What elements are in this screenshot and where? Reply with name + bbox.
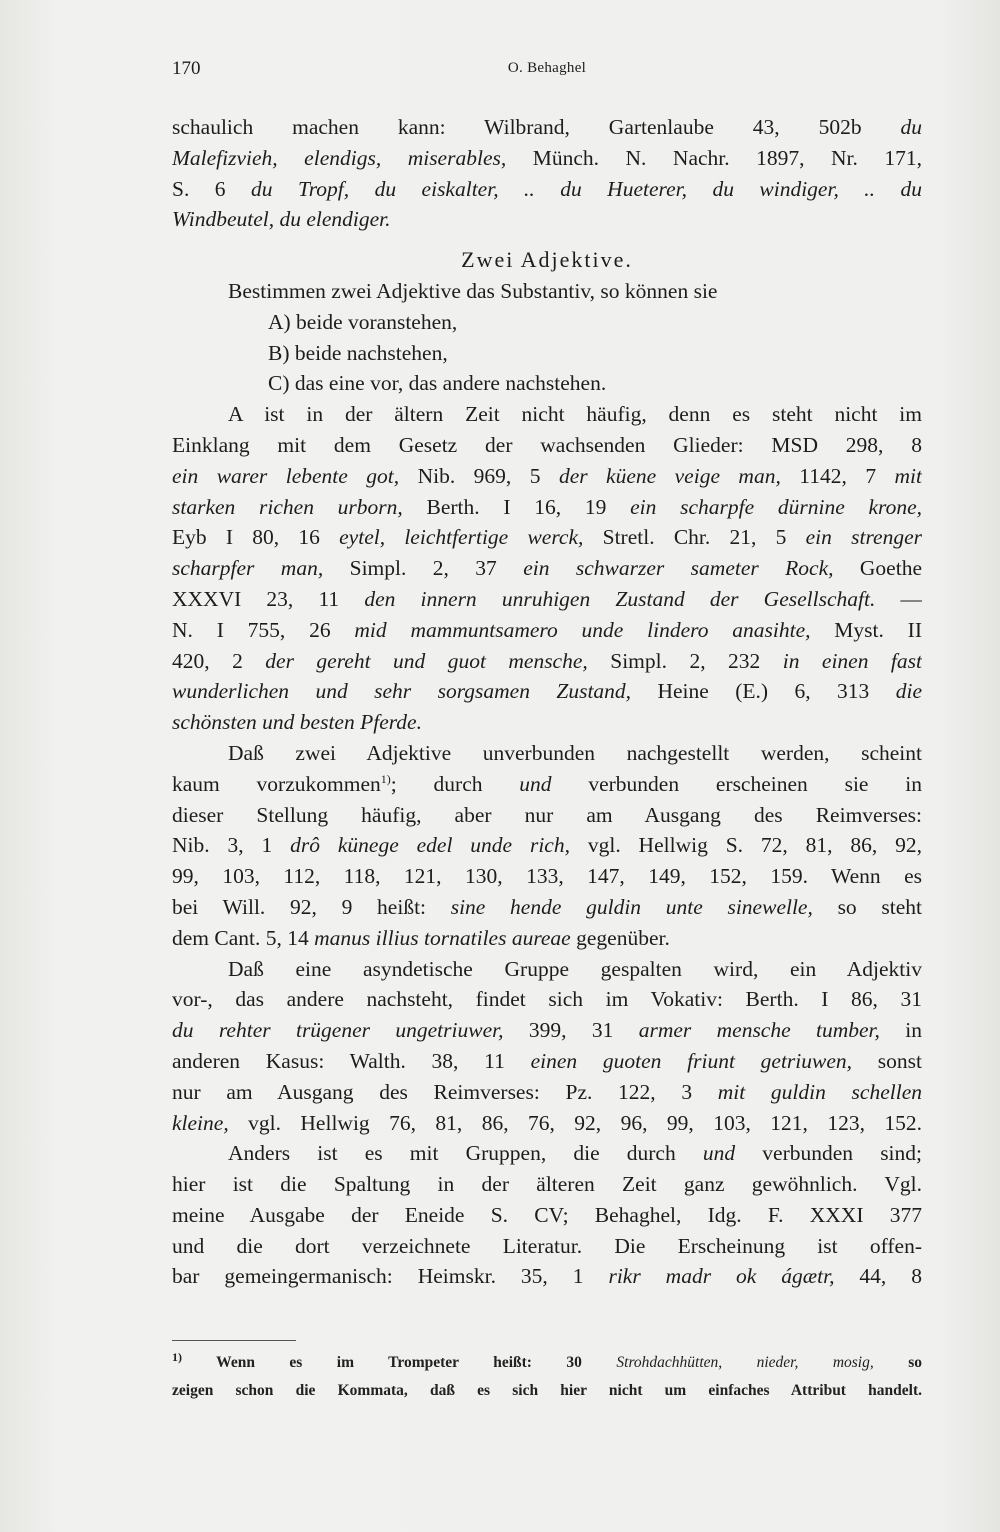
text-run: hier ist die Spaltung in der älteren Zeit ganz gewöhnlich. Vgl. bbox=[172, 1172, 922, 1197]
body-line bbox=[172, 769, 922, 800]
body-line bbox=[172, 204, 922, 235]
italic-quotation: den innern unruhigen Zustand der Gesellschaft. bbox=[364, 586, 876, 611]
italic-quotation: Strohdachhütten, nieder, mosig, bbox=[616, 1354, 874, 1371]
italic-quotation: sine hende guldin unte sinewelle, bbox=[450, 894, 813, 919]
text-run: anderen Kasus: Walth. 38, 11 bbox=[172, 1048, 531, 1073]
body-line bbox=[172, 461, 922, 492]
text-run: C) das eine vor, das andere nachstehen. bbox=[268, 371, 607, 396]
page-header bbox=[172, 58, 922, 88]
body-line bbox=[172, 615, 922, 646]
text-run: ; durch bbox=[390, 771, 520, 796]
text-run: Bestimmen zwei Adjektive das Substantiv, so können sie bbox=[228, 278, 718, 303]
italic-quotation: drô künege edel unde rich, bbox=[290, 833, 570, 858]
italic-quotation: mit bbox=[894, 463, 922, 488]
text-run: 420, 2 bbox=[172, 648, 266, 673]
text-run: in bbox=[879, 1018, 922, 1043]
text-run: N. I 755, 26 bbox=[172, 617, 355, 642]
italic-quotation: ein scharpfe dürnine krone, bbox=[630, 494, 922, 519]
text-run: Simpl. 2, 232 bbox=[587, 648, 783, 673]
body-line bbox=[172, 522, 922, 553]
text-run: dem Cant. 5, 14 bbox=[172, 925, 315, 950]
text-run: dieser Stellung häufig, aber nur am Ausgang des Reimverses: bbox=[172, 802, 922, 827]
body-line bbox=[172, 553, 922, 584]
text-run: verbunden erscheinen sie in bbox=[551, 771, 922, 796]
page-number: 170 bbox=[172, 58, 201, 79]
body-text bbox=[172, 112, 922, 1292]
italic-quotation: du rehter trügener ungetriuwer, bbox=[172, 1018, 504, 1043]
italic-quotation: in einen fast bbox=[782, 648, 922, 673]
body-line bbox=[172, 707, 922, 738]
text-run: Wenn es im Trompeter heißt: 30 bbox=[182, 1354, 617, 1371]
text-run: vgl. Hellwig S. 72, 81, 86, 92, bbox=[569, 833, 922, 858]
body-line bbox=[172, 1077, 922, 1108]
footnote-line bbox=[172, 1349, 922, 1377]
body-line bbox=[172, 984, 922, 1015]
text-run: 1142, 7 bbox=[780, 463, 895, 488]
text-run: vor-, das andere nachsteht, findet sich im Vokativ: Berth. I 86, 31 bbox=[172, 987, 922, 1012]
body-line bbox=[172, 276, 922, 307]
body-line bbox=[172, 368, 922, 399]
footnote-marker: 1) bbox=[172, 1349, 182, 1364]
text-run: bar gemeingermanisch: Heimskr. 35, 1 bbox=[172, 1264, 609, 1289]
text-run: A ist in der ältern Zeit nicht häufig, denn es steht nicht im bbox=[228, 402, 922, 427]
footnote-marker: 1) bbox=[380, 771, 391, 786]
italic-quotation: ein schwarzer sameter Rock, bbox=[523, 556, 834, 581]
text-run: 99, 103, 112, 118, 121, 130, 133, 147, 149, 152, 159. Wenn es bbox=[172, 864, 922, 889]
body-line bbox=[172, 112, 922, 143]
text-run: Goethe bbox=[833, 556, 922, 581]
text-run: so bbox=[873, 1354, 922, 1371]
running-head: O. Behaghel bbox=[507, 60, 587, 76]
body-line bbox=[172, 430, 922, 461]
italic-quotation: kleine, bbox=[172, 1110, 229, 1135]
text-run: — bbox=[875, 586, 922, 611]
text-run: verbunden sind; bbox=[735, 1141, 922, 1166]
text-run: B) beide nachstehen, bbox=[268, 340, 448, 365]
italic-quotation: armer mensche tumber, bbox=[638, 1018, 880, 1043]
body-line bbox=[172, 738, 922, 769]
body-line bbox=[172, 923, 922, 954]
text-run: Heine (E.) 6, 313 bbox=[631, 679, 896, 704]
body-line bbox=[172, 1200, 922, 1231]
text-run: XXXVI 23, 11 bbox=[172, 586, 365, 611]
italic-quotation: du Tropf, du eiskalter, .. du Hueterer, du windiger, .. du bbox=[251, 176, 922, 201]
text-run: Nib. 969, 5 bbox=[399, 463, 559, 488]
body-line bbox=[172, 830, 922, 861]
body-line bbox=[172, 861, 922, 892]
text-run: und die dort verzeichnete Literatur. Die Erscheinung ist offen- bbox=[172, 1233, 922, 1258]
body-line bbox=[172, 646, 922, 677]
italic-quotation: ein warer lebente got, bbox=[172, 463, 400, 488]
body-line bbox=[172, 1138, 922, 1169]
italic-quotation: rikr madr ok ágætr, bbox=[608, 1264, 835, 1289]
body-line bbox=[172, 676, 922, 707]
body-line bbox=[172, 892, 922, 923]
text-run: kaum vorzukommen bbox=[172, 771, 381, 796]
italic-quotation: eytel, leichtfertige werck, bbox=[339, 525, 584, 550]
body-line bbox=[172, 1108, 922, 1139]
body-line bbox=[172, 307, 922, 338]
text-run: Stretl. Chr. 21, 5 bbox=[583, 525, 806, 550]
text-run: A) beide voranstehen, bbox=[268, 309, 458, 334]
body-line bbox=[172, 1015, 922, 1046]
text-run: Nib. 3, 1 bbox=[172, 833, 291, 858]
text-run: sonst bbox=[852, 1048, 922, 1073]
text-run: Berth. I 16, 19 bbox=[402, 494, 631, 519]
footnotes bbox=[172, 1349, 922, 1405]
italic-quotation: ein strenger bbox=[805, 525, 922, 550]
text-run: so steht bbox=[812, 894, 922, 919]
italic-quotation: der gereht und guot mensche, bbox=[265, 648, 588, 673]
text-run: bei Will. 92, 9 heißt: bbox=[172, 894, 451, 919]
italic-quotation: Windbeutel, du elendiger. bbox=[172, 207, 391, 232]
text-run: Einklang mit dem Gesetz der wachsenden Glieder: MSD 298, 8 bbox=[172, 432, 922, 457]
body-line bbox=[172, 338, 922, 369]
text-run: nur am Ausgang des Reimverses: Pz. 122, 3 bbox=[172, 1079, 718, 1104]
body-line bbox=[172, 1046, 922, 1077]
text-run: Anders ist es mit Gruppen, die durch bbox=[228, 1141, 703, 1166]
footnote-divider bbox=[172, 1340, 296, 1341]
italic-quotation: starken richen urborn, bbox=[172, 494, 403, 519]
body-line bbox=[172, 143, 922, 174]
body-line bbox=[172, 584, 922, 615]
body-line bbox=[172, 1231, 922, 1262]
italic-quotation: mid mammuntsamero unde lindero anasihte, bbox=[354, 617, 811, 642]
text-run: vgl. Hellwig 76, 81, 86, 76, 92, 96, 99, 103, 121, 123, 152. bbox=[228, 1110, 922, 1135]
body-line bbox=[172, 399, 922, 430]
section-heading: Zwei Adjektive. bbox=[461, 247, 633, 273]
text-run: Daß zwei Adjektive unverbunden nachgestellt werden, scheint bbox=[228, 740, 922, 765]
text-run: Myst. II bbox=[810, 617, 922, 642]
italic-quotation: Malefizvieh, elendigs, miserables, bbox=[172, 145, 507, 170]
text-run: schaulich machen kann: Wilbrand, Gartenlaube 43, 502b bbox=[172, 115, 901, 139]
italic-quotation: scharpfer man, bbox=[172, 556, 324, 581]
italic-quotation: mit guldin schellen bbox=[717, 1079, 922, 1104]
body-line bbox=[172, 800, 922, 831]
text-run: Münch. N. Nachr. 1897, Nr. 171, bbox=[506, 145, 922, 170]
body-line bbox=[172, 174, 922, 205]
footnote-line bbox=[172, 1377, 922, 1405]
italic-quotation: du bbox=[900, 115, 922, 139]
text-run: gegenüber. bbox=[570, 925, 670, 950]
italic-quotation: manus illius tornatiles aureae bbox=[314, 925, 571, 950]
body-line bbox=[172, 954, 922, 985]
text-run: 399, 31 bbox=[503, 1018, 639, 1043]
italic-quotation: und bbox=[519, 771, 552, 796]
body-line bbox=[172, 492, 922, 523]
italic-quotation: die bbox=[895, 679, 922, 704]
italic-quotation: schönsten und besten Pferde. bbox=[172, 710, 422, 735]
text-run: zeigen schon die Kommata, daß es sich hier nicht um einfaches Attribut handelt. bbox=[172, 1382, 922, 1399]
text-run: Daß eine asyndetische Gruppe gespalten wird, ein Adjektiv bbox=[228, 956, 922, 981]
italic-quotation: der küene veige man, bbox=[558, 463, 781, 488]
text-run: 44, 8 bbox=[834, 1264, 922, 1289]
body-line bbox=[172, 1169, 922, 1200]
text-run: S. 6 bbox=[172, 176, 251, 201]
text-run: Simpl. 2, 37 bbox=[323, 556, 524, 581]
body-line bbox=[172, 1261, 922, 1292]
text-run: meine Ausgabe der Eneide S. CV; Behaghel, Idg. F. XXXI 377 bbox=[172, 1202, 922, 1227]
italic-quotation: wunderlichen und sehr sorgsamen Zustand, bbox=[172, 679, 632, 704]
italic-quotation: einen guoten friunt getriuwen, bbox=[530, 1048, 853, 1073]
text-run: Eyb I 80, 16 bbox=[172, 525, 340, 550]
italic-quotation: und bbox=[702, 1141, 736, 1166]
